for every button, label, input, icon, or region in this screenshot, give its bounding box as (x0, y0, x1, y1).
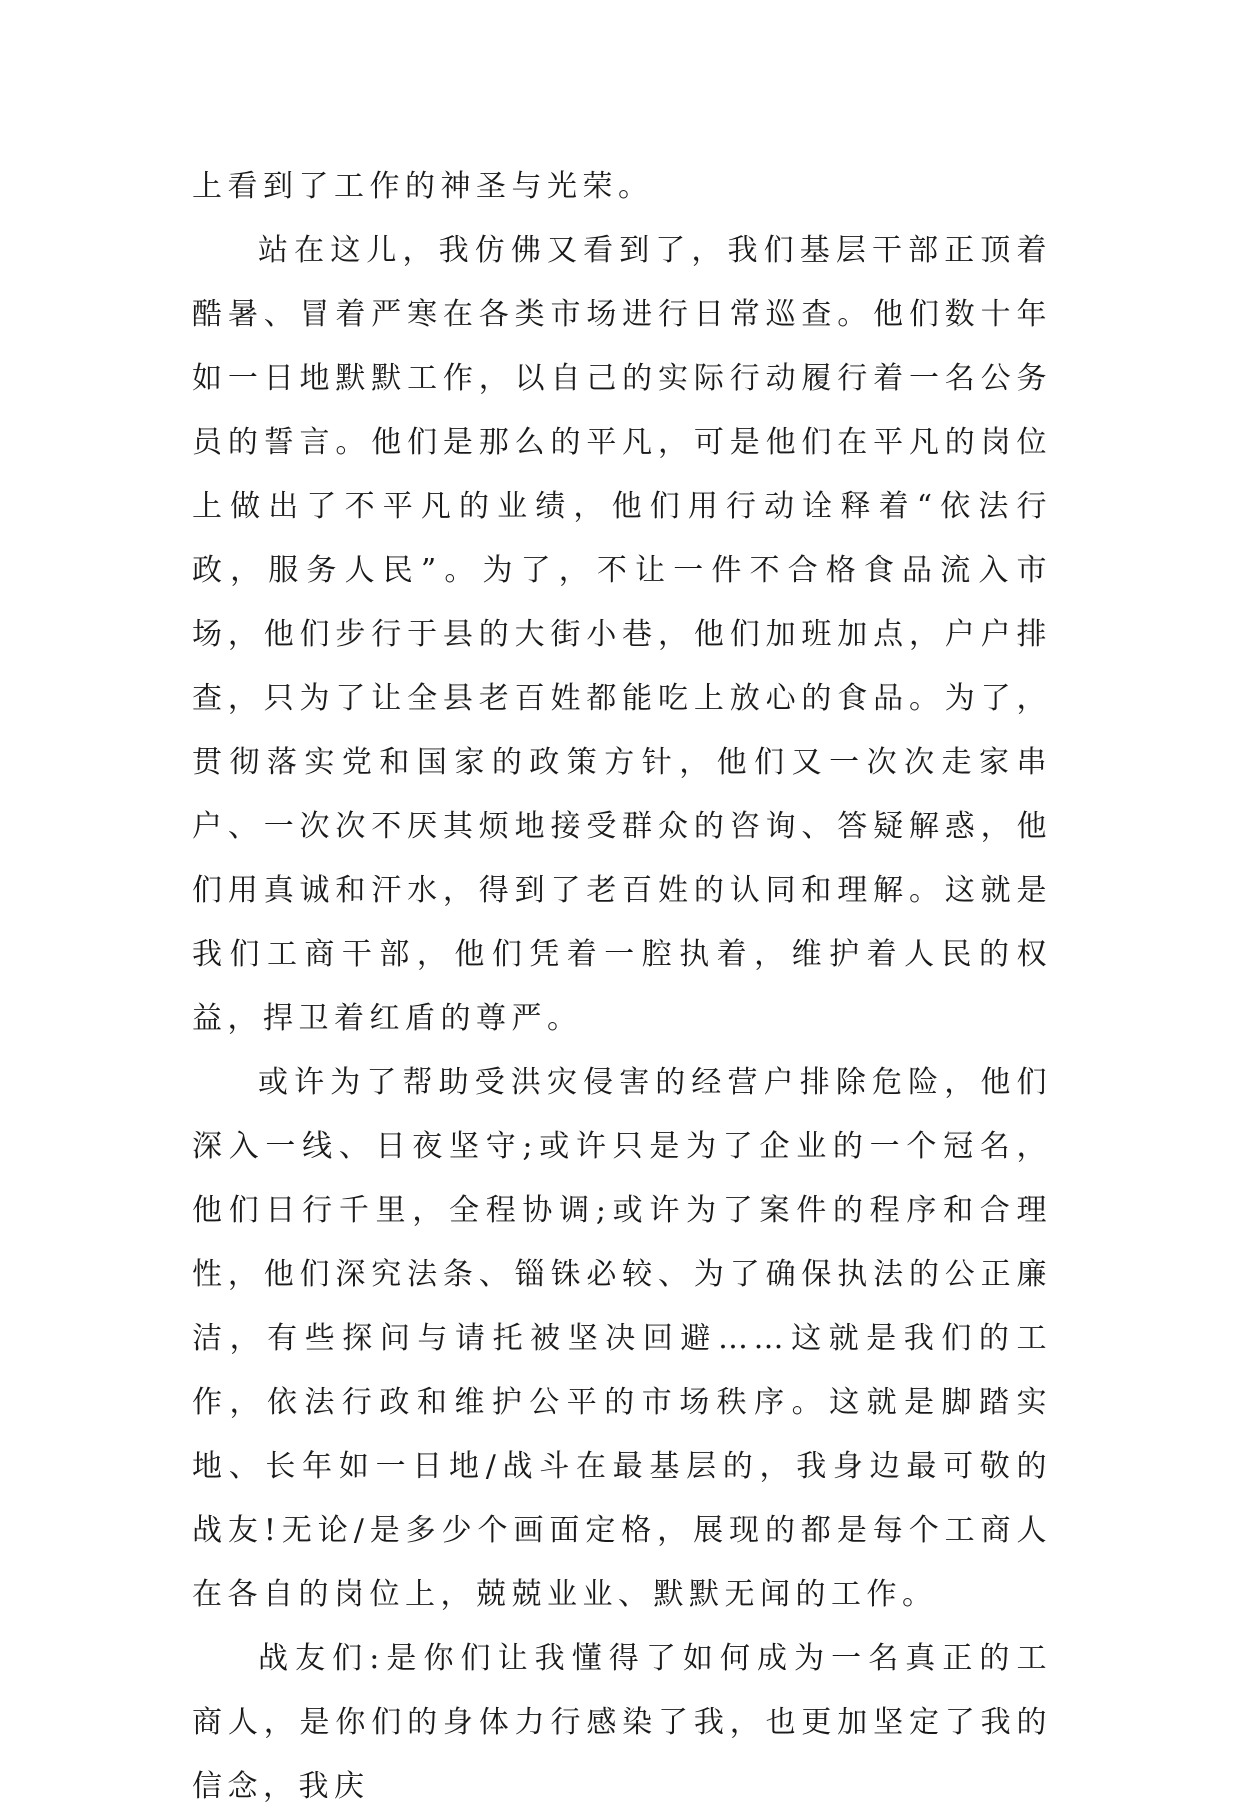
paragraph-1: 上看到了工作的神圣与光荣。 (192, 169, 654, 204)
paragraph-4: 战友们:是你们让我懂得了如何成为一名真正的工商人，是你们的身体力行感染了我，也更加坚定了我的信念，我庆 (192, 1641, 1052, 1804)
paragraph-2: 站在这儿，我仿佛又看到了，我们基层干部正顶着酷暑、冒着严寒在各类市场进行日常巡查。他们数十年如一日地默默工作，以自己的实际行动履行着一名公务员的誓言。他们是那么的平凡，可是他们在平凡的岗位上做出了不平凡的业绩，他们用行动诠释着“依法行政，服务人民”。为了，不让一件不合格食品流入市场，他们步行于县的大街小巷，他们加班加点，户户排查，只为了让全县老百姓都能吃上放心的食品。为了，贯彻落实党和国家的政策方针，他们又一次次走家串户、一次次不厌其烦地接受群众的咨询、答疑解惑，他们用真诚和汗水，得到了老百姓的认同和理解。这就是我们工商干部，他们凭着一腔执着，维护着人民的权益，捍卫着红盾的尊严。 (192, 233, 1052, 1036)
document-body (192, 155, 1052, 1819)
paragraph-3: 或许为了帮助受洪灾侵害的经营户排除危险，他们深入一线、日夜坚守;或许只是为了企业的一个冠名，他们日行千里，全程协调;或许为了案件的程序和合理性，他们深究法条、锱铢必较、为了确保执法的公正廉洁，有些探问与请托被坚决回避……这就是我们的工作，依法行政和维护公平的市场秩序。这就是脚踏实地、长年如一日地/战斗在最基层的，我身边最可敬的战友!无论/是多少个画面定格，展现的都是每个工商人在各自的岗位上，兢兢业业、默默无闻的工作。 (192, 1065, 1052, 1612)
